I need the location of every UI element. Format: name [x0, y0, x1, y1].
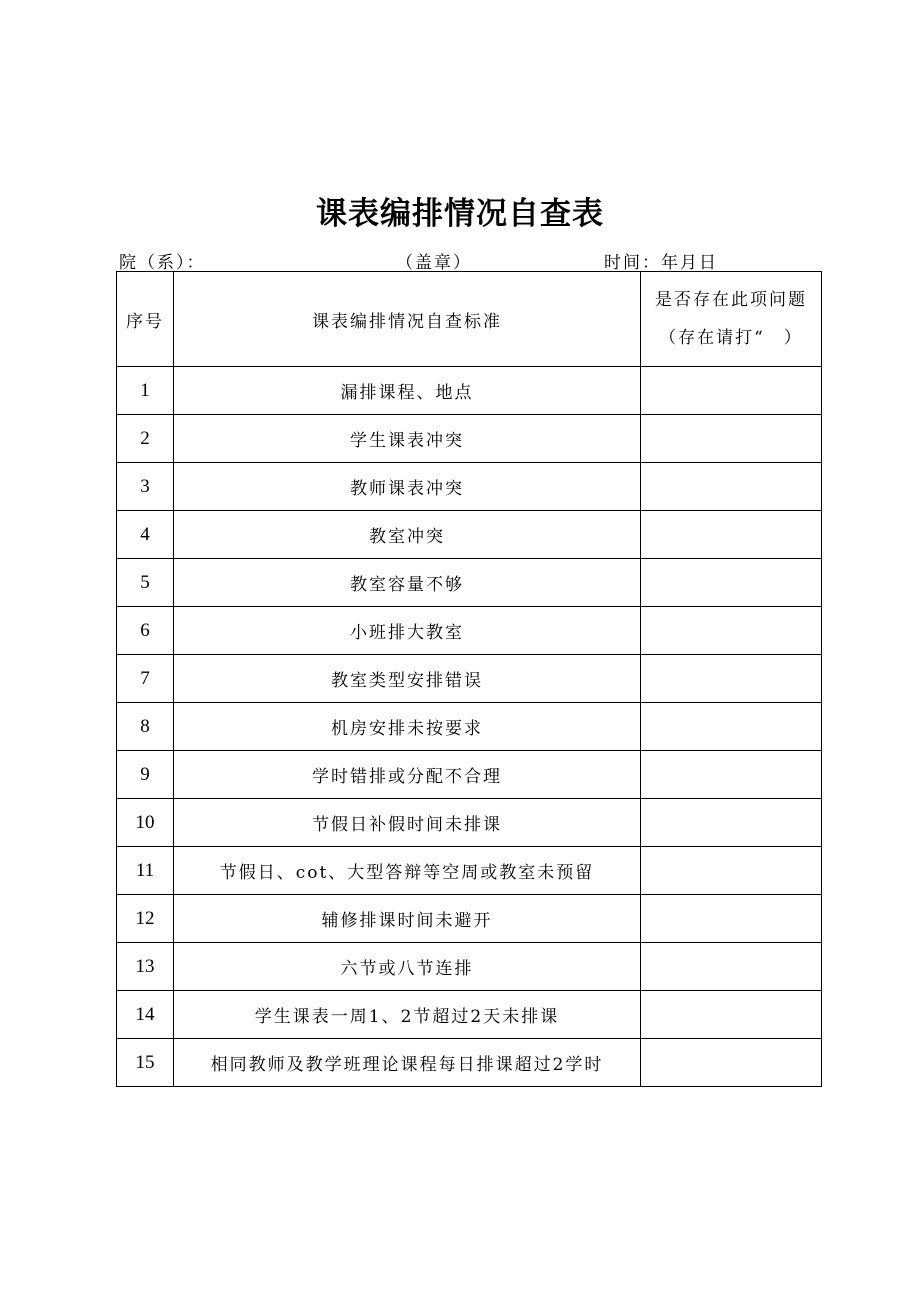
row-flag-cell[interactable]: [641, 1039, 822, 1087]
row-standard: 机房安排未按要求: [174, 703, 641, 751]
seal-field: （盖章）: [396, 253, 472, 273]
row-index: 3: [117, 463, 174, 511]
table-row: [117, 559, 822, 607]
table-row: [117, 1039, 822, 1087]
row-index: 9: [117, 751, 174, 799]
table-row: [117, 367, 822, 415]
row-flag-cell[interactable]: [641, 415, 822, 463]
table-header-row: [117, 272, 822, 367]
header-standard: 课表编排情况自查标准: [174, 272, 641, 367]
row-standard: 辅修排课时间未避开: [174, 895, 641, 943]
row-index: 6: [117, 607, 174, 655]
date-field: 时间：年月日: [604, 253, 718, 273]
row-standard: 小班排大教室: [174, 607, 641, 655]
document-title: 课表编排情况自查表: [316, 196, 604, 232]
row-index: 13: [117, 943, 174, 991]
table-row: [117, 511, 822, 559]
table-body: [117, 367, 822, 1087]
row-standard: 漏排课程、地点: [174, 367, 641, 415]
row-flag-cell[interactable]: [641, 559, 822, 607]
row-flag-cell[interactable]: [641, 943, 822, 991]
table-row: [117, 607, 822, 655]
row-index: 10: [117, 799, 174, 847]
header-flag-line2: （存在请打“ ）: [659, 328, 803, 348]
row-index: 4: [117, 511, 174, 559]
row-flag-cell[interactable]: [641, 655, 822, 703]
table-row: [117, 751, 822, 799]
table-row: [117, 799, 822, 847]
row-flag-cell[interactable]: [641, 847, 822, 895]
table-row: [117, 943, 822, 991]
row-standard: 教室容量不够: [174, 559, 641, 607]
header-flag: [641, 272, 822, 367]
row-flag-cell[interactable]: [641, 703, 822, 751]
row-standard: 相同教师及教学班理论课程每日排课超过2学时: [174, 1039, 641, 1087]
row-index: 1: [117, 367, 174, 415]
row-flag-cell[interactable]: [641, 751, 822, 799]
self-check-table: [116, 271, 822, 1087]
row-standard: 教师课表冲突: [174, 463, 641, 511]
row-flag-cell[interactable]: [641, 367, 822, 415]
row-flag-cell[interactable]: [641, 511, 822, 559]
row-index: 11: [117, 847, 174, 895]
row-flag-cell[interactable]: [641, 607, 822, 655]
row-index: 8: [117, 703, 174, 751]
table-row: [117, 655, 822, 703]
row-index: 15: [117, 1039, 174, 1087]
row-index: 14: [117, 991, 174, 1039]
row-index: 12: [117, 895, 174, 943]
row-flag-cell[interactable]: [641, 895, 822, 943]
row-flag-cell[interactable]: [641, 991, 822, 1039]
row-index: 5: [117, 559, 174, 607]
row-flag-cell[interactable]: [641, 463, 822, 511]
table-row: [117, 991, 822, 1039]
row-standard: 节假日补假时间未排课: [174, 799, 641, 847]
table-row: [117, 415, 822, 463]
department-field: 院（系）：: [119, 253, 206, 273]
header-index: 序号: [117, 272, 174, 367]
row-standard: 学时错排或分配不合理: [174, 751, 641, 799]
row-standard: 节假日、cot、大型答辩等空周或教室未预留: [174, 847, 641, 895]
row-standard: 学生课表冲突: [174, 415, 641, 463]
row-standard: 六节或八节连排: [174, 943, 641, 991]
row-index: 7: [117, 655, 174, 703]
table-row: [117, 895, 822, 943]
row-standard: 学生课表一周1、2节超过2天未排课: [174, 991, 641, 1039]
row-index: 2: [117, 415, 174, 463]
row-standard: 教室类型安排错误: [174, 655, 641, 703]
table-row: [117, 847, 822, 895]
header-flag-line1: 是否存在此项问题: [655, 290, 807, 310]
row-standard: 教室冲突: [174, 511, 641, 559]
table-row: [117, 463, 822, 511]
row-flag-cell[interactable]: [641, 799, 822, 847]
form-meta-row: [0, 246, 920, 272]
table-row: [117, 703, 822, 751]
